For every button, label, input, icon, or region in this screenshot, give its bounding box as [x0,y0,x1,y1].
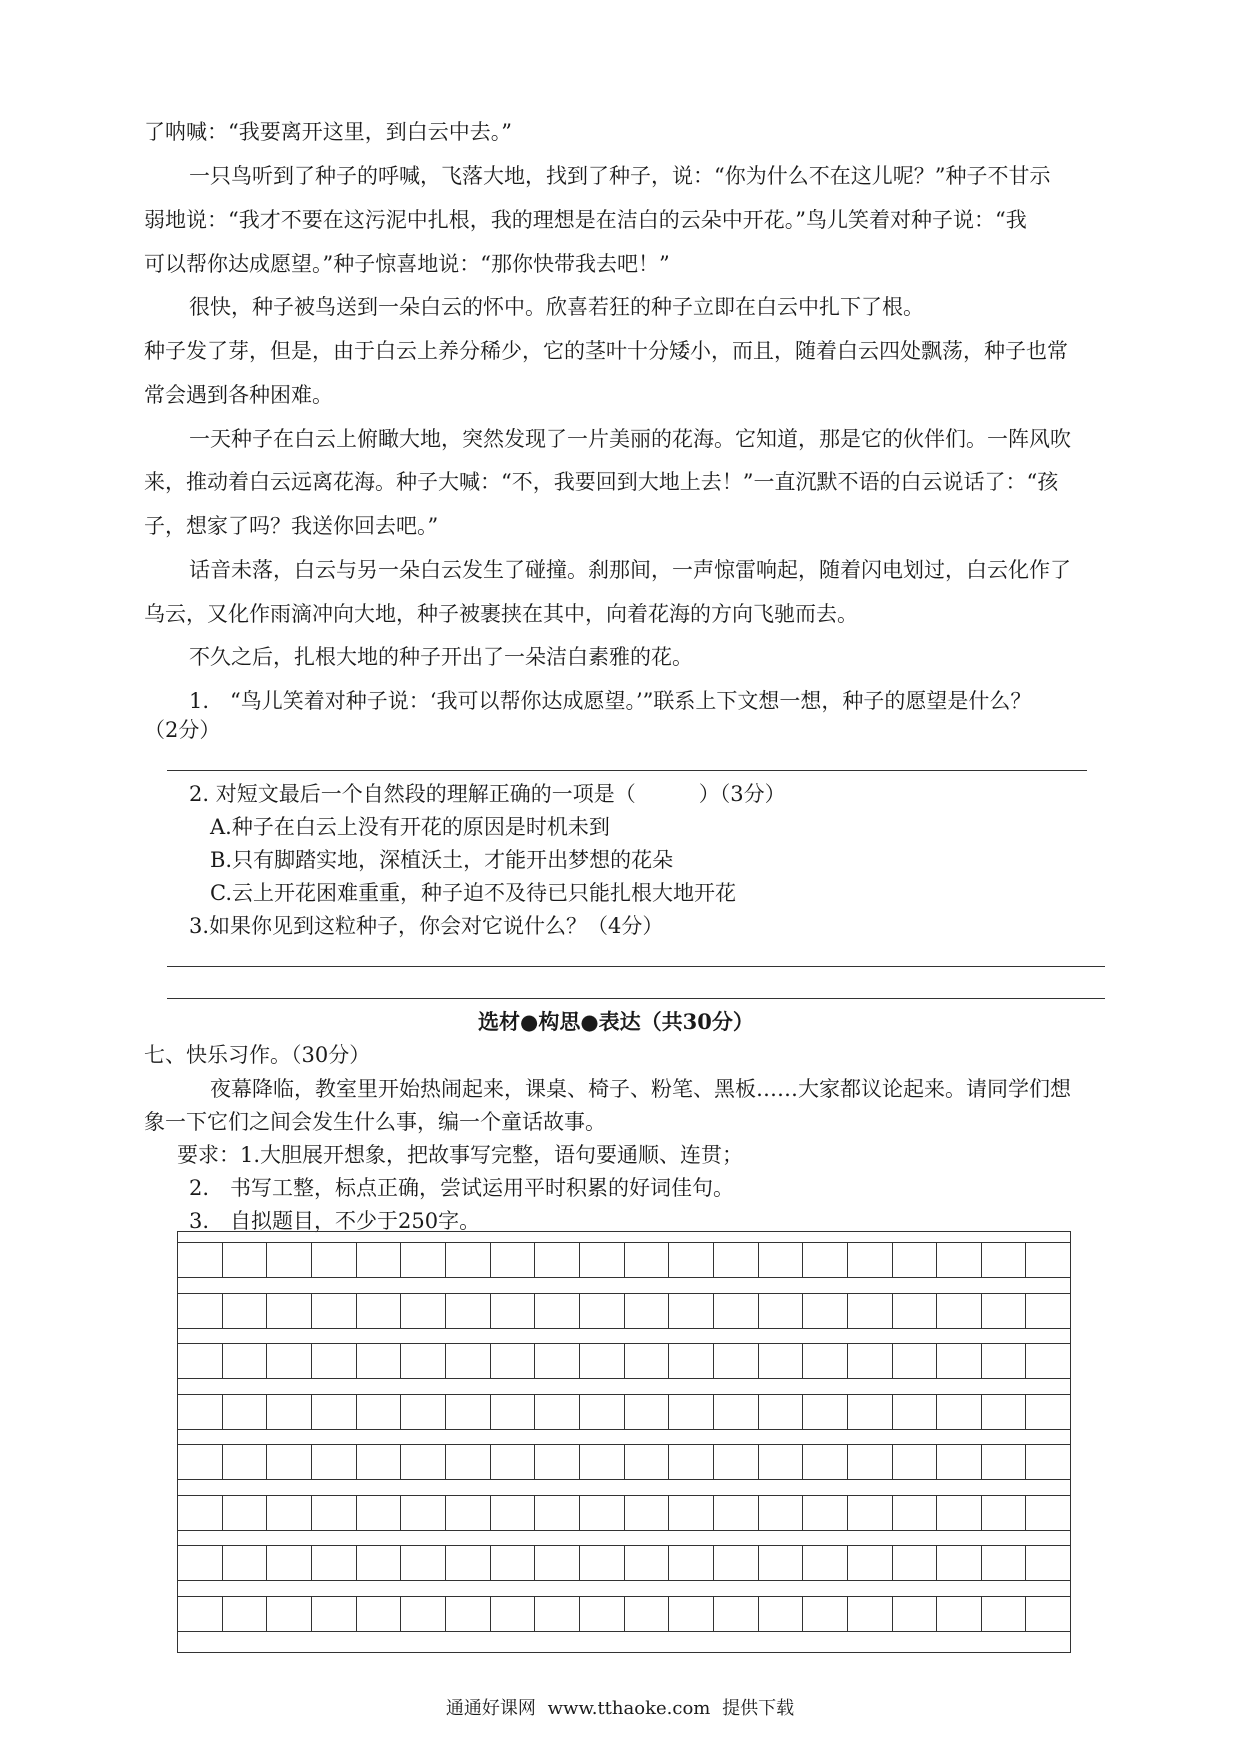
grid-cell[interactable] [267,1445,312,1479]
grid-cell[interactable] [446,1344,491,1378]
grid-cell[interactable] [893,1546,938,1580]
grid-cell[interactable] [982,1243,1027,1277]
grid-cell[interactable] [625,1344,670,1378]
grid-cell[interactable] [178,1395,223,1429]
grid-cell[interactable] [848,1496,893,1530]
passage-line: 话音未落，白云与另一朵白云发生了碰撞。刹那间，一声惊雷响起，随着闪电划过，白云化作了 [189,558,1071,582]
grid-cell[interactable] [714,1445,759,1479]
grid-cell[interactable] [223,1445,268,1479]
question-3: 3.如果你见到这粒种子，你会对它说什么？（4分） [189,914,664,938]
grid-cell[interactable] [535,1344,580,1378]
grid-cell[interactable] [759,1294,804,1328]
question-2-option-a: A.种子在白云上没有开花的原因是时机未到 [210,815,610,839]
grid-cell[interactable] [803,1597,848,1631]
grid-cell[interactable] [803,1294,848,1328]
grid-cell[interactable] [893,1243,938,1277]
grid-cell[interactable] [580,1546,625,1580]
grid-cell[interactable] [714,1243,759,1277]
grid-cell[interactable] [401,1496,446,1530]
footer-url[interactable]: www.tthaoke.com [547,1698,711,1719]
grid-row [178,1545,1070,1581]
grid-cell[interactable] [803,1344,848,1378]
grid-cell[interactable] [982,1597,1027,1631]
grid-cell[interactable] [491,1243,536,1277]
grid-cell[interactable] [803,1445,848,1479]
grid-cell[interactable] [357,1597,402,1631]
grid-cell[interactable] [669,1344,714,1378]
grid-cell[interactable] [535,1294,580,1328]
grid-cell[interactable] [714,1496,759,1530]
grid-cell[interactable] [401,1597,446,1631]
grid-cell[interactable] [357,1546,402,1580]
grid-row [178,1394,1070,1430]
grid-cell[interactable] [759,1546,804,1580]
grid-cell[interactable] [625,1546,670,1580]
grid-cell[interactable] [803,1546,848,1580]
grid-cell[interactable] [178,1445,223,1479]
grid-cell[interactable] [312,1597,357,1631]
grid-cell[interactable] [982,1445,1027,1479]
grid-cell[interactable] [1026,1395,1070,1429]
grid-cell[interactable] [446,1243,491,1277]
grid-cell[interactable] [580,1395,625,1429]
grid-cell[interactable] [848,1243,893,1277]
grid-cell[interactable] [267,1294,312,1328]
grid-cell[interactable] [178,1344,223,1378]
answer-line[interactable] [167,770,1087,771]
grid-cell[interactable] [937,1294,982,1328]
grid-cell[interactable] [669,1445,714,1479]
grid-row [178,1293,1070,1329]
grid-cell[interactable] [937,1395,982,1429]
passage-line: 常会遇到各种困难。 [144,383,333,407]
grid-cell[interactable] [223,1344,268,1378]
grid-cell[interactable] [759,1243,804,1277]
grid-row [178,1242,1070,1278]
grid-cell[interactable] [580,1294,625,1328]
passage-line: 可以帮你达成愿望。”种子惊喜地说：“那你快带我去吧！” [144,252,670,276]
grid-cell[interactable] [223,1496,268,1530]
grid-cell[interactable] [669,1546,714,1580]
answer-line[interactable] [167,966,1105,967]
grid-cell[interactable] [1026,1243,1070,1277]
grid-cell[interactable] [491,1496,536,1530]
grid-cell[interactable] [312,1294,357,1328]
grid-cell[interactable] [357,1243,402,1277]
grid-cell[interactable] [178,1243,223,1277]
grid-cell[interactable] [491,1395,536,1429]
grid-cell[interactable] [535,1243,580,1277]
grid-cell[interactable] [267,1597,312,1631]
grid-cell[interactable] [893,1395,938,1429]
grid-cell[interactable] [491,1546,536,1580]
grid-cell[interactable] [759,1344,804,1378]
grid-cell[interactable] [401,1294,446,1328]
grid-cell[interactable] [401,1344,446,1378]
grid-cell[interactable] [803,1496,848,1530]
grid-cell[interactable] [625,1395,670,1429]
grid-cell[interactable] [1026,1597,1070,1631]
grid-cell[interactable] [312,1344,357,1378]
grid-cell[interactable] [937,1496,982,1530]
grid-cell[interactable] [267,1243,312,1277]
grid-cell[interactable] [267,1496,312,1530]
grid-cell[interactable] [937,1344,982,1378]
grid-cell[interactable] [178,1294,223,1328]
requirement-3: 3. 自拟题目，不少于250字。 [189,1209,481,1233]
passage-line: 不久之后，扎根大地的种子开出了一朵洁白素雅的花。 [189,645,693,669]
grid-cell[interactable] [982,1496,1027,1530]
grid-cell[interactable] [848,1344,893,1378]
grid-cell[interactable] [535,1395,580,1429]
grid-cell[interactable] [312,1395,357,1429]
grid-cell[interactable] [401,1395,446,1429]
grid-cell[interactable] [714,1344,759,1378]
grid-cell[interactable] [982,1294,1027,1328]
grid-cell[interactable] [625,1243,670,1277]
passage-line: 一只鸟听到了种子的呼喊，飞落大地，找到了种子，说：“你为什么不在这儿呢？”种子不甘示 [189,164,1051,188]
grid-cell[interactable] [803,1395,848,1429]
footer-site-name: 通通好课网 [445,1698,536,1719]
grid-cell[interactable] [848,1546,893,1580]
question-1-score: （2分） [144,718,221,742]
grid-cell[interactable] [267,1344,312,1378]
grid-cell[interactable] [357,1344,402,1378]
grid-cell[interactable] [625,1294,670,1328]
grid-cell[interactable] [357,1496,402,1530]
grid-cell[interactable] [759,1445,804,1479]
question-2: 2. 对短文最后一个自然段的理解正确的一项是（ ）（3分） [189,782,786,806]
grid-cell[interactable] [580,1243,625,1277]
grid-cell[interactable] [1026,1546,1070,1580]
grid-cell[interactable] [848,1294,893,1328]
grid-cell[interactable] [580,1445,625,1479]
grid-cell[interactable] [893,1597,938,1631]
grid-cell[interactable] [982,1395,1027,1429]
grid-cell[interactable] [580,1344,625,1378]
grid-cell[interactable] [357,1445,402,1479]
writing-grid[interactable] [177,1231,1071,1653]
grid-cell[interactable] [267,1395,312,1429]
grid-cell[interactable] [446,1597,491,1631]
grid-cell[interactable] [312,1546,357,1580]
footer-suffix: 提供下载 [722,1698,795,1719]
grid-cell[interactable] [223,1395,268,1429]
passage-line: 乌云，又化作雨滴冲向大地，种子被裹挟在其中，向着花海的方向飞驰而去。 [144,602,858,626]
grid-cell[interactable] [669,1395,714,1429]
section-title: 选材●构思●表达（共30分） [478,1009,754,1034]
grid-cell[interactable] [401,1445,446,1479]
grid-cell[interactable] [848,1445,893,1479]
grid-cell[interactable] [1026,1344,1070,1378]
grid-cell[interactable] [669,1597,714,1631]
passage-line: 来，推动着白云远离花海。种子大喊：“不，我要回到大地上去！”一直沉默不语的白云说话了：“孩 [144,470,1059,494]
grid-cell[interactable] [803,1243,848,1277]
grid-cell[interactable] [446,1496,491,1530]
grid-cell[interactable] [1026,1496,1070,1530]
grid-cell[interactable] [937,1243,982,1277]
grid-cell[interactable] [535,1496,580,1530]
grid-cell[interactable] [535,1546,580,1580]
grid-cell[interactable] [401,1546,446,1580]
grid-cell[interactable] [178,1546,223,1580]
grid-cell[interactable] [759,1395,804,1429]
grid-cell[interactable] [893,1445,938,1479]
grid-cell[interactable] [401,1243,446,1277]
requirement-2: 2. 书写工整，标点正确，尝试运用平时积累的好词佳句。 [189,1176,735,1200]
passage-line: 弱地说：“我才不要在这污泥中扎根，我的理想是在洁白的云朵中开花。”鸟儿笑着对种子说：“我 [144,208,1027,232]
grid-cell[interactable] [223,1294,268,1328]
grid-cell[interactable] [982,1344,1027,1378]
grid-cell[interactable] [848,1395,893,1429]
passage-line: 了呐喊：“我要离开这里，到白云中去。” [144,120,512,144]
grid-row [178,1596,1070,1632]
question-1: 1. “鸟儿笑着对种子说：‘我可以帮你达成愿望。’”联系上下文想一想，种子的愿望是什么？ [189,689,1032,713]
question-2-option-c: C.云上开花困难重重，种子迫不及待已只能扎根大地开花 [210,881,736,905]
grid-cell[interactable] [937,1445,982,1479]
grid-cell[interactable] [937,1546,982,1580]
passage-line: 很快，种子被鸟送到一朵白云的怀中。欣喜若狂的种子立即在白云中扎下了根。 [189,295,924,319]
grid-cell[interactable] [267,1546,312,1580]
grid-cell[interactable] [491,1597,536,1631]
grid-cell[interactable] [312,1243,357,1277]
grid-cell[interactable] [491,1344,536,1378]
grid-cell[interactable] [580,1496,625,1530]
grid-cell[interactable] [535,1445,580,1479]
grid-cell[interactable] [714,1546,759,1580]
grid-cell[interactable] [446,1546,491,1580]
grid-cell[interactable] [535,1597,580,1631]
grid-cell[interactable] [982,1546,1027,1580]
grid-cell[interactable] [357,1395,402,1429]
grid-cell[interactable] [669,1496,714,1530]
grid-cell[interactable] [223,1243,268,1277]
grid-cell[interactable] [714,1597,759,1631]
grid-cell[interactable] [848,1597,893,1631]
grid-cell[interactable] [625,1445,670,1479]
question-2-option-b: B.只有脚踏实地，深植沃土，才能开出梦想的花朵 [210,848,674,872]
grid-cell[interactable] [491,1445,536,1479]
composition-prompt: 象一下它们之间会发生什么事，编一个童话故事。 [144,1110,606,1134]
grid-row [178,1495,1070,1531]
grid-cell[interactable] [178,1597,223,1631]
grid-row [178,1343,1070,1379]
grid-cell[interactable] [893,1294,938,1328]
grid-cell[interactable] [893,1496,938,1530]
grid-cell[interactable] [357,1294,402,1328]
passage-line: 种子发了芽，但是，由于白云上养分稀少，它的茎叶十分矮小，而且，随着白云四处飘荡，种子也常 [144,339,1068,363]
passage-line: 子，想家了吗？我送你回去吧。” [144,514,439,538]
grid-cell[interactable] [223,1597,268,1631]
grid-cell[interactable] [714,1395,759,1429]
grid-cell[interactable] [446,1294,491,1328]
grid-cell[interactable] [669,1243,714,1277]
grid-cell[interactable] [312,1496,357,1530]
grid-cell[interactable] [893,1344,938,1378]
composition-prompt: 夜幕降临，教室里开始热闹起来，课桌、椅子、粉笔、黑板……大家都议论起来。请同学们想 [210,1077,1071,1101]
grid-cell[interactable] [714,1294,759,1328]
requirement-1: 要求：1.大胆展开想象，把故事写完整，语句要通顺、连贯； [177,1143,744,1167]
grid-cell[interactable] [937,1597,982,1631]
grid-cell[interactable] [446,1395,491,1429]
answer-line[interactable] [167,998,1105,999]
grid-cell[interactable] [312,1445,357,1479]
grid-cell[interactable] [1026,1445,1070,1479]
grid-cell[interactable] [223,1546,268,1580]
page-footer [0,1697,1240,1721]
grid-cell[interactable] [580,1597,625,1631]
grid-cell[interactable] [1026,1294,1070,1328]
composition-heading: 七、快乐习作。（30分） [144,1043,371,1067]
grid-cell[interactable] [669,1294,714,1328]
passage-line: 一天种子在白云上俯瞰大地，突然发现了一片美丽的花海。它知道，那是它的伙伴们。一阵风吹 [189,427,1071,451]
grid-cell[interactable] [178,1496,223,1530]
grid-cell[interactable] [759,1597,804,1631]
grid-cell[interactable] [625,1597,670,1631]
grid-row [178,1444,1070,1480]
grid-cell[interactable] [446,1445,491,1479]
grid-cell[interactable] [759,1496,804,1530]
grid-cell[interactable] [625,1496,670,1530]
grid-cell[interactable] [491,1294,536,1328]
